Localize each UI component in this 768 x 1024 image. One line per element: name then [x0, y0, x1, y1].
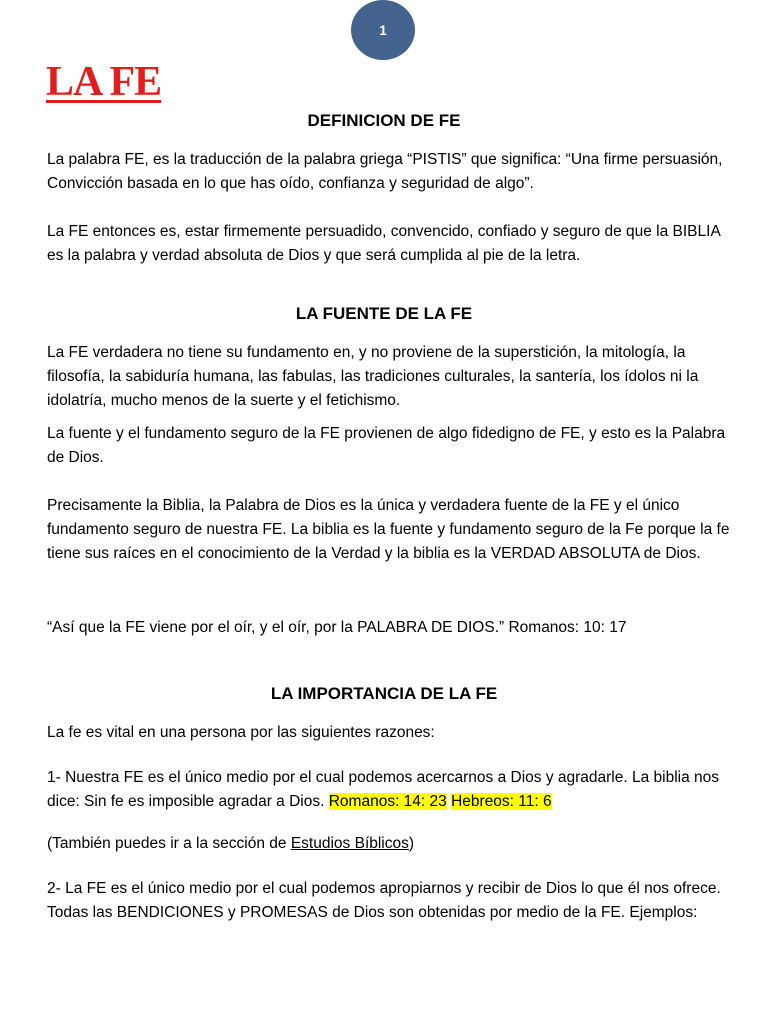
page-number-badge: 1 — [351, 0, 415, 60]
paragraph-fuente-3: Precisamente la Biblia, la Palabra de Dios es la única y verdadera fuente de la FE y el único fundamento seguro de nuestra FE. La biblia es la fuente y fundamento seguro de la Fe porque la fe tiene sus raíces en el conocimiento de la Verdad y la biblia es la VERDAD ABSOLUTA de Dios. — [47, 497, 730, 562]
paragraph-importancia-4: 2- La FE es el único medio por el cual podemos apropiarnos y recibir de Dios lo que él nos ofrece. Todas las BENDICIONES y PROMESAS de Dios son obtenidas por medio de la FE. Ejemplos: — [47, 880, 721, 921]
paragraph-importancia-3-after: ) — [408, 835, 415, 852]
highlighted-reference-hebreos: Hebreos: 11: 6 — [451, 793, 552, 810]
highlighted-reference-romanos: Romanos: 14: 23 — [328, 793, 447, 810]
paragraph-importancia-2-text: 1- Nuestra FE es el único medio por el cual podemos acercarnos a Dios y agradarle. La biblia nos dice: Sin fe es imposible agradar a Dios. — [47, 769, 720, 810]
page-title: LA FE — [46, 59, 162, 105]
heading-definicion: DEFINICION DE FE — [307, 111, 461, 130]
paragraph-fuente-4: “Así que la FE viene por el oír, y el oír, por la PALABRA DE DIOS.” Romanos: 10: 17 — [47, 619, 627, 636]
estudios-biblicos-link[interactable]: Estudios Bíblicos — [290, 835, 409, 852]
heading-importancia: LA IMPORTANCIA DE LA FE — [270, 684, 498, 703]
paragraph-importancia-1: La fe es vital en una persona por las siguientes razones: — [47, 724, 435, 741]
paragraph-importancia-2 — [47, 766, 737, 814]
paragraph-importancia-3 — [47, 832, 737, 856]
paragraph-fuente-1: La FE verdadera no tiene su fundamento en, y no proviene de la superstición, la mitología, la filosofía, la sabiduría humana, las fabulas, las tradiciones culturales, la santería, los ídolos ni la idolatría, mucho menos de la suerte y el fetichismo. — [47, 344, 699, 409]
paragraph-definicion-2: La FE entonces es, estar firmemente persuadido, convencido, confiado y seguro de que la BIBLIA es la palabra y verdad absoluta de Dios y que será cumplida al pie de la letra. — [47, 223, 720, 264]
paragraph-fuente-2: La fuente y el fundamento seguro de la FE provienen de algo fidedigno de FE, y esto es la Palabra de Dios. — [47, 425, 726, 466]
heading-fuente: LA FUENTE DE LA FE — [295, 304, 473, 323]
paragraph-importancia-3-before: (También puedes ir a la sección de — [47, 835, 291, 852]
paragraph-definicion-1: La palabra FE, es la traducción de la palabra griega “PISTIS” que significa: “Una firme persuasión, Convicción basada en lo que has oído, confianza y seguridad de algo”. — [47, 151, 723, 192]
